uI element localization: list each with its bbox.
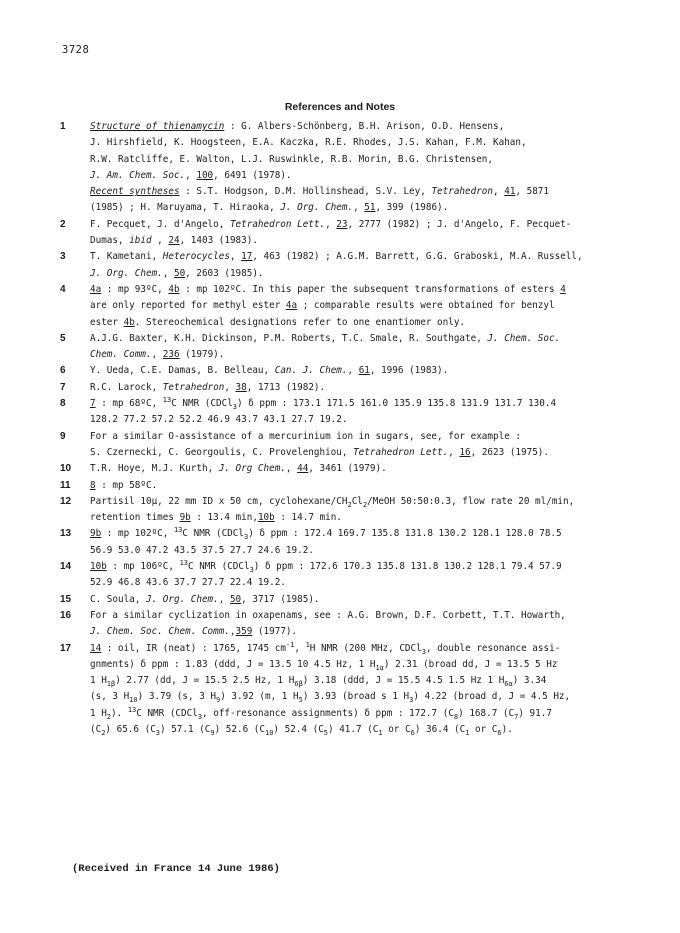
reference-line xyxy=(90,689,635,705)
reference-line xyxy=(90,396,635,412)
text-run: ) 2.31 (broad dd, J = 13.5 5 Hz xyxy=(383,658,558,670)
text-run: 10 xyxy=(264,728,274,737)
text-run: , 1403 (1983). xyxy=(179,235,258,247)
text-run: , xyxy=(493,186,505,198)
text-run: , xyxy=(185,169,197,181)
text-run: ) 2.77 (dd, J = 15.5 2.5 Hz, 1 H xyxy=(115,675,295,687)
text-run: : mp 102ºC. In this paper the subsequent transformations of esters xyxy=(179,283,561,295)
text-run: 3 xyxy=(197,712,203,721)
text-run: 13 xyxy=(179,558,188,567)
text-run: J. Hirshfield, K. Hoogsteen, E.A. Kaczka, R.E. Rhodes, J.S. Kahan, F.M. Kahan, xyxy=(90,137,527,149)
text-run: S. Czernecki, C. Georgoulis, C. Provelenghiou, xyxy=(90,446,354,458)
text-run: 13 xyxy=(127,705,137,714)
text-run: C NMR (CDCl xyxy=(136,707,198,719)
text-run: 56.9 53.0 47.2 43.5 37.5 27.7 24.6 19.2. xyxy=(90,544,314,556)
reference-item xyxy=(60,119,635,217)
reference-line xyxy=(90,526,635,542)
text-run: 52.9 46.8 43.6 37.7 27.7 22.4 19.2. xyxy=(90,577,286,589)
text-run: , 3717 (1985). xyxy=(241,593,320,605)
text-run: Tetrahedron xyxy=(431,186,494,198)
text-run: C NMR (CDCl xyxy=(182,528,244,540)
text-run: , 399 (1986). xyxy=(375,202,449,214)
text-run: (s, 3 H xyxy=(90,691,130,703)
text-run: 9 xyxy=(210,728,215,737)
text-run: For a similar O-assistance of a mercurinium ion in sugars, see, for example : xyxy=(90,430,521,442)
text-run: 4 xyxy=(560,283,566,295)
text-run: : S.T. Hodgson, D.M. Hollinshead, S.V. Ley, xyxy=(179,186,432,198)
text-run: 1α xyxy=(375,663,384,672)
text-run: , 463 (1982) ; A.G.M. Barrett, G.G. Graboski, M.A. Russell, xyxy=(252,251,583,263)
text-run: , xyxy=(151,349,163,361)
text-run: 128.2 77.2 57.2 52.2 46.9 43.7 43.1 27.7 19.2. xyxy=(90,414,348,426)
text-run: 4b xyxy=(123,316,135,328)
text-run: J. Org Chem. xyxy=(218,463,286,475)
reference-item xyxy=(60,396,635,429)
text-run: C NMR (CDCl xyxy=(171,398,233,410)
text-run: Tetrahedron Lett. xyxy=(353,446,449,458)
reference-line xyxy=(90,282,635,298)
reference-line xyxy=(90,657,635,673)
text-run: , off-resonance assignments) δ ppm : 172.7 (C xyxy=(202,707,454,719)
text-run: 1 xyxy=(305,640,310,649)
text-run: J. Org. Chem. xyxy=(145,593,219,605)
reference-line xyxy=(90,624,635,640)
text-run: (1985) ; H. Maruyama, T. Hiraoka, xyxy=(90,202,281,214)
reference-number: 16 xyxy=(60,609,72,621)
text-run: 61 xyxy=(358,365,370,377)
reference-line xyxy=(90,217,635,233)
section-heading: References and Notes xyxy=(284,101,396,113)
text-run: ) 65.6 (C xyxy=(105,723,156,735)
text-run: : 13.4 min, xyxy=(190,512,258,524)
text-run: , xyxy=(294,642,306,654)
reference-line xyxy=(90,673,635,689)
text-run: 10b xyxy=(257,512,275,524)
text-run: 1 H xyxy=(90,707,107,719)
text-run: ) δ ppm : 173.1 171.5 161.0 135.9 135.8 131.9 131.7 130.4 xyxy=(237,398,557,410)
reference-item xyxy=(60,331,635,364)
text-run: 6β xyxy=(294,679,303,688)
text-run: ibid xyxy=(129,235,152,247)
reference-line xyxy=(90,380,635,396)
reference-line xyxy=(90,706,635,722)
reference-number: 8 xyxy=(60,398,66,410)
text-run: : mp 106ºC, xyxy=(106,561,180,573)
text-run: 3 xyxy=(243,533,249,542)
text-run: 7 xyxy=(90,398,96,410)
text-run: , xyxy=(353,202,365,214)
reference-line xyxy=(90,347,635,363)
text-run: 236 xyxy=(162,349,180,361)
reference-number: 14 xyxy=(60,561,72,573)
reference-line xyxy=(90,119,635,135)
text-run: 9 xyxy=(216,696,221,705)
reference-number: 15 xyxy=(60,593,72,605)
text-run: ) 4.22 (broad d, J = 4.5 Hz, xyxy=(413,691,571,703)
text-run: ) 52.4 (C xyxy=(273,723,324,735)
text-run: 1 H xyxy=(90,675,107,687)
text-run: ) 3.93 (broad s 1 H xyxy=(302,691,410,703)
text-run: : mp 102ºC, xyxy=(101,528,174,540)
text-run: 3 xyxy=(421,647,426,656)
text-run: C. Soula, xyxy=(90,593,146,605)
reference-item xyxy=(60,249,635,282)
text-run: 24 xyxy=(168,235,180,247)
reference-line xyxy=(90,429,635,445)
text-run: ). xyxy=(111,707,128,719)
text-run: ) 3.18 (ddd, J = 15.5 4.5 1.5 Hz 1 H xyxy=(302,675,505,687)
text-run: or C xyxy=(469,723,498,735)
reference-number: 6 xyxy=(60,365,66,377)
text-run: , xyxy=(218,593,230,605)
text-run: 3 xyxy=(249,565,254,574)
text-run: (C xyxy=(90,723,102,735)
text-run: 2 xyxy=(106,712,112,721)
text-run: retention times xyxy=(90,512,180,524)
text-run: 2 xyxy=(101,728,106,737)
reference-line xyxy=(90,592,635,608)
reference-line xyxy=(90,510,635,526)
text-run: 6α xyxy=(504,679,513,688)
text-run: 7 xyxy=(514,712,519,721)
reference-line xyxy=(90,412,635,428)
reference-number: 2 xyxy=(60,218,66,230)
reference-line xyxy=(90,315,635,331)
text-run: Recent syntheses xyxy=(90,186,180,198)
text-run: J. Am. Chem. Soc. xyxy=(90,169,186,181)
reference-line xyxy=(90,184,635,200)
reference-number: 5 xyxy=(60,332,66,344)
text-run: : G. Albers-Schönberg, B.H. Arison, O.D. Hensens, xyxy=(224,121,505,132)
reference-number: 12 xyxy=(60,495,72,507)
text-run: R.C. Larock, xyxy=(90,381,163,393)
text-run: : 14.7 min. xyxy=(274,512,342,524)
text-run: 5 xyxy=(298,696,303,705)
text-run: Can. J. Chem. xyxy=(274,365,348,377)
reference-line xyxy=(90,152,635,168)
text-run: , xyxy=(448,446,460,458)
text-run: ). xyxy=(501,723,513,735)
reference-line xyxy=(90,494,635,510)
reference-line xyxy=(90,168,635,184)
reference-item xyxy=(60,494,635,527)
references-list xyxy=(60,119,635,738)
text-run: 13 xyxy=(173,526,183,535)
reference-item xyxy=(60,559,635,592)
reference-line xyxy=(90,445,635,461)
reference-number: 13 xyxy=(60,528,72,540)
text-run: R.W. Ratcliffe, E. Walton, L.J. Ruswinkle, R.B. Morin, B.G. Christensen, xyxy=(90,153,493,165)
reference-line xyxy=(90,478,635,494)
text-run: ) 57.1 (C xyxy=(160,723,211,735)
text-run: 51 xyxy=(364,202,376,214)
text-run: 1 xyxy=(378,728,383,737)
text-run: 4a xyxy=(90,283,102,295)
reference-number: 11 xyxy=(60,479,71,491)
text-run: gnments) δ ppm : 1.83 (ddd, J = 13.5 10 4.5 Hz, 1 H xyxy=(90,658,376,670)
text-run: 9b xyxy=(90,528,102,540)
text-run: H NMR (200 MHz, CDCl xyxy=(309,642,422,654)
text-run: (1977). xyxy=(252,626,298,638)
reference-number: 10 xyxy=(60,463,72,475)
reference-item xyxy=(60,429,635,462)
text-run: Partisil 10μ, 22 mm ID x 50 cm, cyclohexane/CH xyxy=(90,495,348,507)
text-run: T. Kametani, xyxy=(90,251,163,263)
reference-line xyxy=(90,641,635,657)
reference-number: 3 xyxy=(60,251,66,263)
text-run: : mp 58ºC. xyxy=(95,479,158,491)
text-run: Chem. Comm. xyxy=(90,349,152,361)
text-run: 50 xyxy=(173,267,186,279)
text-run: , 6491 (1978). xyxy=(213,169,292,181)
text-run: For a similar cyclization in oxapenams, see : A.G. Brown, D.F. Corbett, T.T. Howarth, xyxy=(90,609,566,621)
text-run: 10b xyxy=(90,561,107,573)
text-run: -1 xyxy=(285,640,295,649)
text-run: 1β xyxy=(106,679,116,688)
text-run: , xyxy=(162,267,174,279)
text-run: , xyxy=(285,463,298,475)
page-number: 3728 xyxy=(62,44,90,56)
text-run: 4a xyxy=(285,300,298,312)
text-run: , 1713 (1982). xyxy=(246,381,326,393)
text-run: C NMR (CDCl xyxy=(188,561,250,573)
text-run: , xyxy=(325,218,337,230)
text-run: 100 xyxy=(196,169,214,181)
text-run: ) 168.7 (C xyxy=(458,707,515,719)
text-run: or C xyxy=(382,723,411,735)
text-run: ; comparable results were obtained for benzyl xyxy=(297,300,555,312)
text-run: 50 xyxy=(229,593,242,605)
reference-number: 7 xyxy=(60,381,66,393)
reference-item xyxy=(60,526,635,559)
text-run: 14 xyxy=(90,642,102,654)
reference-number: 4 xyxy=(60,283,66,295)
text-run: 44 xyxy=(297,463,309,475)
text-run: ester xyxy=(90,316,124,328)
text-run: : mp 68ºC, xyxy=(95,398,163,410)
text-run: Heterocycles xyxy=(162,251,230,263)
text-run: , xyxy=(229,626,236,638)
text-run: A.J.G. Baxter, K.H. Dickinson, P.M. Roberts, T.C. Smale, R. Southgate, xyxy=(90,332,488,344)
text-run: 359 xyxy=(235,626,253,638)
reference-item xyxy=(60,608,635,641)
text-run: , xyxy=(347,365,359,377)
reference-line xyxy=(90,722,635,738)
text-run: 38 xyxy=(235,381,247,393)
text-run: Structure of thienamycin xyxy=(90,121,225,132)
text-run: : mp 93ºC, xyxy=(101,283,169,295)
text-run: 16 xyxy=(459,446,471,458)
text-run: J. Chem. Soc. Chem. Comm. xyxy=(90,626,230,638)
reference-line xyxy=(90,135,635,151)
reference-number: 17 xyxy=(60,642,72,654)
text-run: Tetrahedron xyxy=(162,381,225,393)
text-run: 8 xyxy=(453,712,459,721)
reference-number: 1 xyxy=(60,121,66,132)
text-run: Y. Ueda, C.E. Damas, B. Belleau, xyxy=(90,365,275,377)
reference-line xyxy=(90,298,635,314)
reference-line xyxy=(90,543,635,559)
text-run: , 5871 xyxy=(515,186,550,198)
reference-line xyxy=(90,331,635,347)
text-run: /MeOH 50:50:0.3, flow rate 20 ml/min, xyxy=(367,495,575,507)
text-run: . Stereochemical designations refer to one enantiomer only. xyxy=(134,316,466,328)
text-run: 10 xyxy=(129,696,138,705)
text-run: 13 xyxy=(162,395,172,404)
text-run: ) 91.7 xyxy=(518,707,552,719)
text-run: , xyxy=(151,235,169,247)
text-run: ) 3.79 (s, 3 H xyxy=(137,691,216,703)
reference-line xyxy=(90,266,635,282)
text-run: 23 xyxy=(336,218,348,230)
text-run: , 2623 (1975). xyxy=(470,446,550,458)
reference-line xyxy=(90,249,635,265)
text-run: J. Chem. Soc. xyxy=(487,332,561,344)
text-run: 8 xyxy=(90,479,96,491)
text-run: 3 xyxy=(409,696,414,705)
reference-line xyxy=(90,559,635,575)
text-run: , 3461 (1979). xyxy=(308,463,387,475)
reference-item xyxy=(60,363,635,379)
text-run: , xyxy=(229,251,242,263)
text-run: ) 3.92 (m, 1 H xyxy=(220,691,299,703)
text-run: ) δ ppm : 172.6 170.3 135.8 131.8 130.2 128.1 79.4 57.9 xyxy=(253,561,562,573)
text-run: 17 xyxy=(241,251,253,263)
reference-item xyxy=(60,217,635,250)
text-run: J. Org. Chem. xyxy=(280,202,354,214)
reference-number: 9 xyxy=(60,430,66,442)
text-run: 6 xyxy=(410,728,415,737)
text-run: ) 3.34 xyxy=(512,675,547,687)
text-run: : oil, IR (neat) : 1765, 1745 cm xyxy=(101,642,286,654)
reference-item xyxy=(60,592,635,608)
text-run: (1979). xyxy=(179,349,225,361)
reference-item xyxy=(60,282,635,331)
text-run: 5 xyxy=(323,728,329,737)
reference-item xyxy=(60,461,635,477)
text-run: 1 xyxy=(465,728,470,737)
text-run: , 1996 (1983). xyxy=(369,365,449,377)
reference-item xyxy=(60,478,635,494)
text-run: ) δ ppm : 172.4 169.7 135.8 131.8 130.2 128.1 128.0 78.5 xyxy=(248,528,562,540)
reference-item xyxy=(60,380,635,396)
text-run: ) 41.7 (C xyxy=(328,723,379,735)
text-run: 4b xyxy=(168,283,180,295)
text-run: 6 xyxy=(497,728,502,737)
text-run: are only reported for methyl ester xyxy=(90,300,286,312)
text-run: 2 xyxy=(347,500,352,509)
reference-line xyxy=(90,233,635,249)
text-run: F. Pecquet, J. d'Angelo, xyxy=(90,218,230,230)
text-run: Cl xyxy=(351,495,363,507)
reference-line xyxy=(90,200,635,216)
reference-line xyxy=(90,608,635,624)
text-run: 2 xyxy=(362,500,368,509)
text-run: , 2777 (1982) ; J. d'Angelo, F. Pecquet- xyxy=(347,218,572,230)
reference-line xyxy=(90,363,635,379)
text-run: , 2603 (1985). xyxy=(185,267,264,279)
text-run: 9b xyxy=(179,512,191,524)
reference-line xyxy=(90,575,635,591)
reference-item xyxy=(60,641,635,739)
text-run: J. Org. Chem. xyxy=(90,267,163,279)
text-run: 41 xyxy=(504,186,516,198)
text-run: , double resonance assi- xyxy=(425,642,561,654)
text-run: 3 xyxy=(232,402,238,411)
text-run: 3 xyxy=(155,728,161,737)
reference-line xyxy=(90,461,635,477)
text-run: Dumas, xyxy=(90,235,130,247)
text-run: , xyxy=(224,381,236,393)
received-date: (Received in France 14 June 1986) xyxy=(72,863,280,875)
text-run: ) 52.6 (C xyxy=(214,723,265,735)
text-run: Tetrahedron Lett. xyxy=(229,218,326,230)
text-run: ) 36.4 (C xyxy=(414,723,466,735)
text-run: T.R. Hoye, M.J. Kurth, xyxy=(90,463,219,475)
